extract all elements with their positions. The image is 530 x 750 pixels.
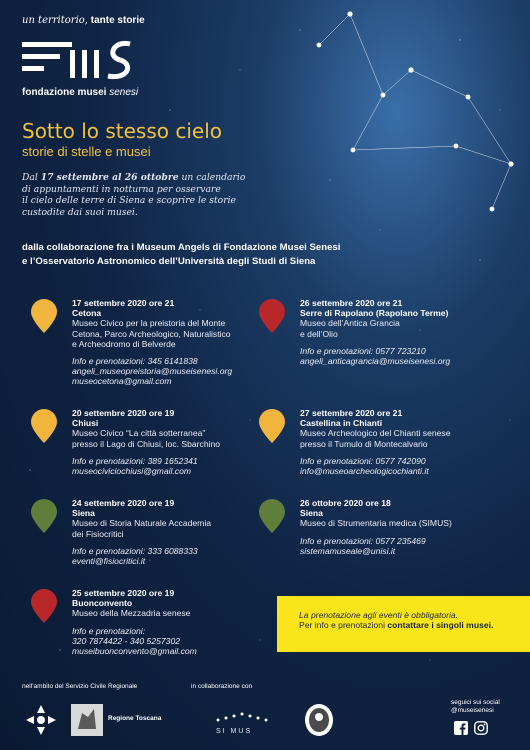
event-buonconvento <box>72 588 302 656</box>
intro-dates: 17 settembre al 26 ottobre <box>40 172 179 183</box>
event-info: Info e prenotazioni: 0577 723210 <box>300 345 426 356</box>
event-date: 26 ottobre 2020 ore 18 <box>300 498 391 508</box>
event-contact[interactable]: museociviciochiusi@gmail.com <box>72 466 192 477</box>
intro-part1: Dal <box>22 172 41 183</box>
event-place: Cetona <box>72 308 102 319</box>
social-block <box>451 699 500 715</box>
event-info: Info e prenotazioni: 345 6141838 <box>72 356 198 367</box>
event-contact[interactable]: angeli_museopreistoria@museisenesi.org <box>72 366 233 377</box>
constellation <box>319 14 511 209</box>
notice-line2-bold: contattare i singoli musei. <box>387 620 494 631</box>
simus-logo <box>214 708 274 726</box>
tagline-bold: tante storie <box>90 15 145 26</box>
event-contact[interactable]: eventi@fisiocritici.it <box>72 556 146 567</box>
event-description: Museo Archeologico del Chianti senese <box>300 428 451 439</box>
booking-notice <box>277 596 530 652</box>
footer-left-label: nell’ambito del Servizio Civile Regionale <box>22 683 138 690</box>
intro-text <box>22 172 282 218</box>
map-pin-icon <box>30 588 58 624</box>
regione-toscana-emblem <box>70 703 104 737</box>
event-description: e dell’Olio <box>300 328 338 339</box>
map-pin-icon <box>30 498 58 534</box>
event-date: 26 settembre 2020 ore 21 <box>300 298 403 308</box>
notice-line2-plain: Per info e prenotazioni <box>299 620 388 631</box>
org-name-italic: senesi <box>109 87 139 98</box>
page-subtitle: storie di stelle e musei <box>22 144 151 159</box>
social-handle: @museisenesi <box>451 707 494 714</box>
event-description: Museo di Storia Naturale Accademia <box>72 518 212 529</box>
event-description: Museo dell’Antica Grancia <box>300 318 400 329</box>
tagline <box>22 15 145 26</box>
intro-line4: custodite dai suoi musei. <box>22 206 138 218</box>
event-description: presso il Lago di Chiusi, loc. Sbarchino <box>72 438 221 449</box>
event-contact[interactable]: sistemamuseale@unisi.it <box>300 545 396 556</box>
event-place: Chiusi <box>72 418 99 429</box>
regione-toscana-label: Regione Toscana <box>108 715 162 722</box>
event-description: presso il Tumulo di Montecalvario <box>300 438 428 449</box>
map-pin-icon <box>258 498 286 534</box>
social-line1: seguici sui social <box>451 699 500 706</box>
event-description: Museo Civico per la preistoria del Monte <box>72 318 226 329</box>
intro-line2: di appuntamenti in notturna per osservare <box>22 183 221 195</box>
simus-label: SI MUS <box>216 728 253 735</box>
event-info: Info e prenotazioni: 389 1652341 <box>72 455 198 466</box>
intro-line3: il cielo delle terre di Siena e scoprire le storie <box>22 195 236 206</box>
collaboration-text <box>22 241 442 269</box>
event-contact[interactable]: museocetona@gmail.com <box>72 376 172 387</box>
event-place: Siena <box>300 508 323 519</box>
instagram-icon[interactable] <box>474 721 488 735</box>
event-contact[interactable]: info@museoarcheologicochianti.it <box>300 466 429 477</box>
event-date: 17 settembre 2020 ore 21 <box>72 298 175 308</box>
page-title: Sotto lo stesso cielo <box>22 119 223 143</box>
event-description: Museo della Mezzadria senese <box>72 608 191 619</box>
event-contact[interactable]: angeli_anticagrancia@museisenesi.org <box>300 356 451 367</box>
event-date: 24 settembre 2020 ore 19 <box>72 498 175 508</box>
map-pin-icon <box>30 298 58 334</box>
org-name <box>22 87 138 98</box>
map-pin-icon <box>258 408 286 444</box>
event-description: e Archeodromo di Belverde <box>72 338 176 349</box>
event-description: Museo Civico “La città sotterranea” <box>72 428 206 439</box>
event-date: 27 settembre 2020 ore 21 <box>300 408 403 418</box>
event-info: Info e prenotazioni: 333 6088333 <box>72 545 198 556</box>
collaboration-line1: dalla collaborazione fra i Museum Angels di Fondazione Musei Senesi <box>22 242 341 253</box>
footer-mid-label: in collaborazione con <box>191 683 253 690</box>
facebook-icon[interactable] <box>454 721 468 735</box>
servizio-civile-logo <box>24 703 58 737</box>
event-info: Info e prenotazioni: 0577 742090 <box>300 455 426 466</box>
constellation-stars <box>317 11 514 211</box>
event-place: Castellina in Chianti <box>300 418 383 429</box>
event-place: Buonconvento <box>72 598 133 609</box>
event-info: Info e prenotazioni: <box>72 625 146 636</box>
notice-line1: La prenotazione agli eventi è obbligatoria. <box>299 610 459 620</box>
event-siena-simus <box>300 498 530 556</box>
map-pin-icon <box>30 408 58 444</box>
event-info: Info e prenotazioni: 0577 235469 <box>300 535 426 546</box>
notice-line2 <box>299 620 520 630</box>
tagline-italic: un territorio, <box>22 15 88 26</box>
intro-part2: un calendario <box>178 172 246 183</box>
event-place: Siena <box>72 508 95 519</box>
fms-logo <box>22 36 142 86</box>
collaboration-line2: e l’Osservatorio Astronomico dell’Università degli Studi di Siena <box>22 256 316 267</box>
event-contact[interactable]: museibuonconvento@gmail.com <box>72 646 197 657</box>
event-date: 20 settembre 2020 ore 19 <box>72 408 175 418</box>
map-pin-icon <box>258 298 286 334</box>
observatory-emblem <box>304 703 334 737</box>
event-place: Serre di Rapolano (Rapolano Terme) <box>300 308 449 319</box>
event-description: dei Fisiocritici <box>72 528 124 539</box>
event-contact[interactable]: 320 7874422 - 340 5257302 <box>72 635 181 646</box>
event-serre-di-rapolano <box>300 298 530 366</box>
event-description: Museo di Strumentaria medica (SIMUS) <box>300 518 452 529</box>
event-castellina <box>300 408 530 476</box>
org-name-bold: fondazione musei <box>22 87 107 98</box>
event-date: 25 settembre 2020 ore 19 <box>72 588 175 598</box>
event-description: Cetona, Parco Archeologico, Naturalistico <box>72 328 231 339</box>
